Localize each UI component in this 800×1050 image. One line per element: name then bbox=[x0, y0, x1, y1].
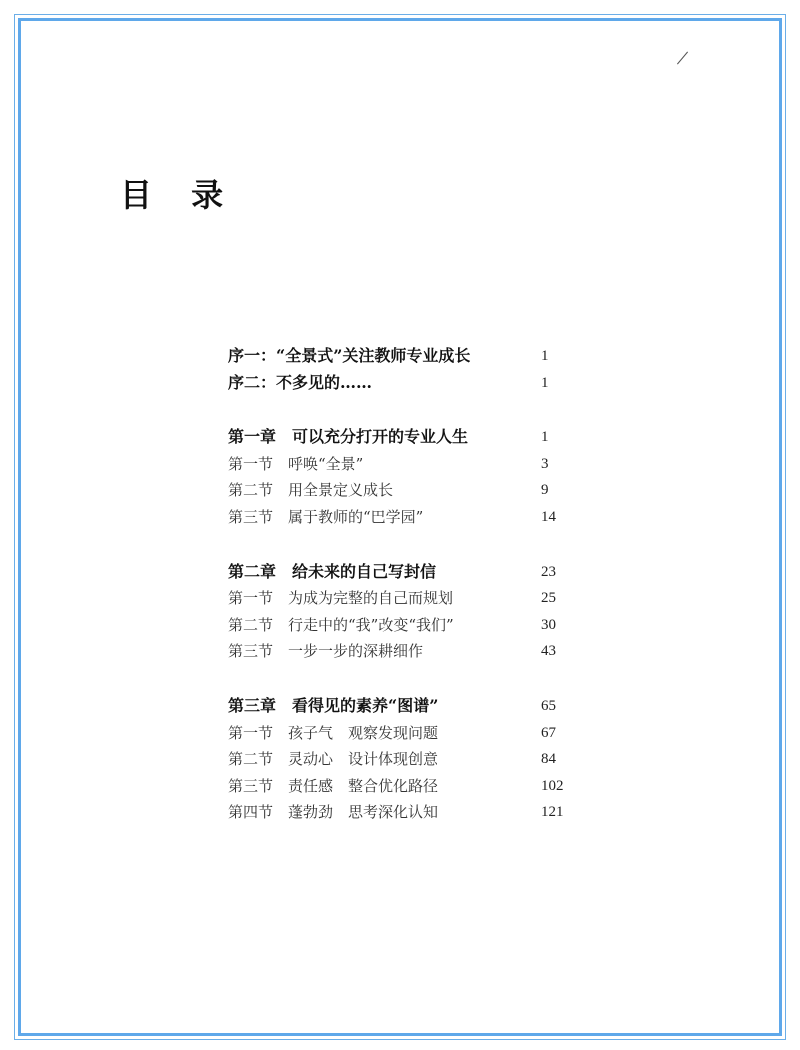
toc-entry-page: 43 bbox=[541, 643, 556, 660]
table-of-contents bbox=[228, 343, 588, 826]
toc-entry-label: 第一节 孩子气 观察发现问题 bbox=[228, 723, 439, 742]
toc-entry[interactable] bbox=[228, 585, 588, 612]
toc-entry-page: 30 bbox=[541, 616, 556, 633]
toc-entry[interactable] bbox=[228, 799, 588, 826]
toc-entry-page: 3 bbox=[541, 455, 549, 472]
toc-entry-page: 1 bbox=[541, 374, 549, 391]
toc-entry-page: 102 bbox=[541, 777, 564, 794]
toc-entry[interactable] bbox=[228, 559, 588, 586]
toc-entry-label: 第一节 为成为完整的自己而规划 bbox=[228, 589, 454, 608]
toc-entry[interactable] bbox=[228, 693, 588, 720]
toc-entry-label: 第二节 灵动心 设计体现创意 bbox=[228, 750, 439, 769]
toc-entry-page: 65 bbox=[541, 697, 556, 714]
toc-entry-page: 121 bbox=[541, 804, 564, 821]
toc-entry-label: 第一章 可以充分打开的专业人生 bbox=[228, 427, 469, 447]
toc-entry[interactable] bbox=[228, 638, 588, 665]
toc-entry-page: 9 bbox=[541, 482, 549, 499]
toc-entry[interactable] bbox=[228, 504, 588, 531]
toc-entry-page: 23 bbox=[541, 563, 556, 580]
toc-entry-page: 84 bbox=[541, 751, 556, 768]
toc-entry-page: 25 bbox=[541, 590, 556, 607]
toc-entry-label: 第一节 呼唤“全景” bbox=[228, 454, 364, 473]
toc-entry[interactable] bbox=[228, 370, 588, 397]
toc-entry-label: 第二节 行走中的“我”改变“我们” bbox=[228, 615, 454, 634]
toc-entry[interactable] bbox=[228, 746, 588, 773]
toc-entry-page: 1 bbox=[541, 348, 549, 364]
toc-entry-label: 第二节 用全景定义成长 bbox=[228, 481, 394, 500]
toc-entry[interactable] bbox=[228, 451, 588, 478]
toc-entry-label: 第三节 一步一步的深耕细作 bbox=[228, 642, 424, 661]
toc-entry-label: 序一：“全景式”关注教师专业成长 bbox=[228, 346, 471, 365]
toc-entry-page: 14 bbox=[541, 508, 556, 525]
toc-title: 目 录 bbox=[120, 176, 238, 214]
toc-entry[interactable] bbox=[228, 424, 588, 451]
toc-entry-label: 序二：不多见的…… bbox=[228, 372, 373, 392]
toc-entry[interactable] bbox=[228, 343, 588, 370]
toc-entry[interactable] bbox=[228, 720, 588, 747]
toc-entry-label: 第三章 看得见的素养“图谱” bbox=[228, 695, 439, 715]
toc-entry-page: 67 bbox=[541, 724, 556, 741]
toc-entry-label: 第四节 蓬勃劲 思考深化认知 bbox=[228, 803, 439, 822]
toc-entry-label: 第三节 责任感 整合优化路径 bbox=[228, 776, 439, 795]
toc-entry-label: 第二章 给未来的自己写封信 bbox=[228, 561, 437, 581]
toc-entry[interactable] bbox=[228, 612, 588, 639]
toc-entry-page: 1 bbox=[541, 429, 549, 446]
toc-entry[interactable] bbox=[228, 477, 588, 504]
toc-entry[interactable] bbox=[228, 773, 588, 800]
toc-entry-label: 第三节 属于教师的“巴学园” bbox=[228, 507, 424, 526]
